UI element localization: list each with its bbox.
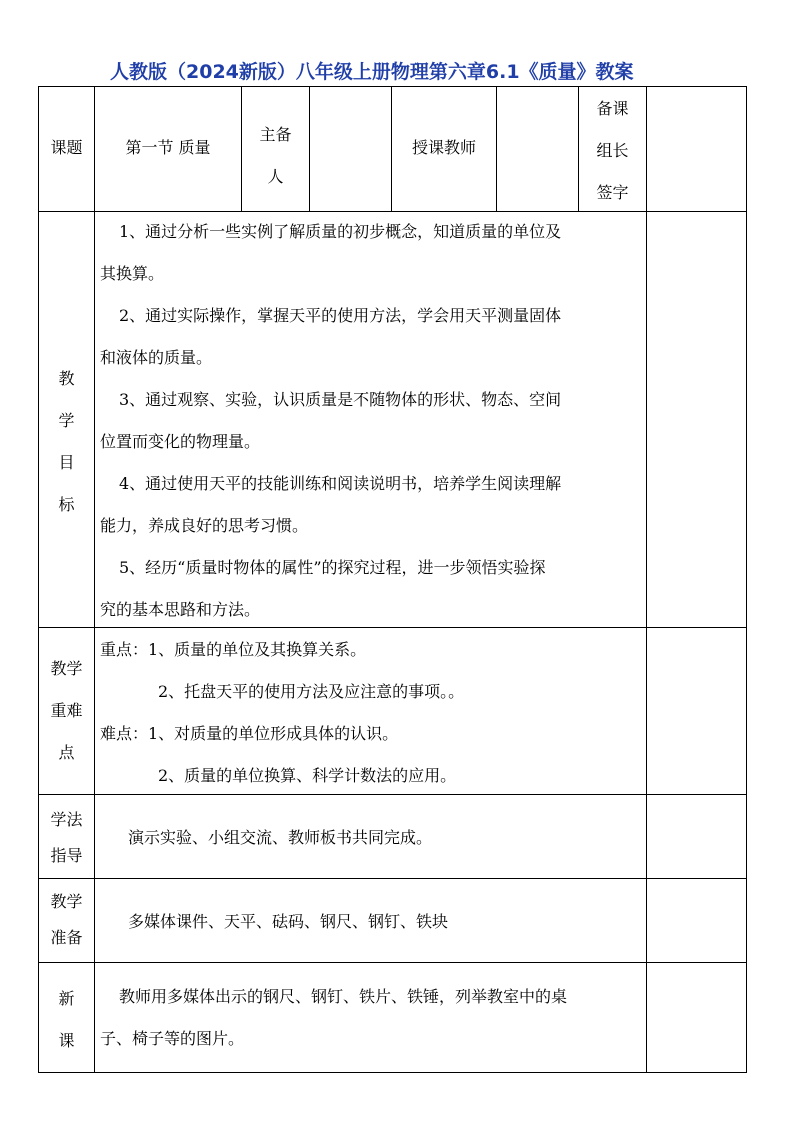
topic-value: 第一节 质量	[125, 138, 211, 157]
objective-line: 究的基本思路和方法。	[100, 600, 261, 619]
row-border	[38, 962, 747, 963]
row-border	[38, 1072, 747, 1073]
objective-line: 1、通过分析一些实例了解质量的初步概念，知道质量的单位及	[119, 222, 562, 241]
difficult-point-line: 难点：1、对质量的单位形成具体的认识。	[100, 724, 399, 743]
page-title: 人教版（2024新版）八年级上册物理第六章6.1《质量》教案	[110, 61, 634, 83]
objective-line: 能力，养成良好的思考习惯。	[100, 516, 309, 535]
col-border	[746, 86, 747, 1073]
objective-line: 3、通过观察、实验，认识质量是不随物体的形状、物态、空间	[119, 390, 562, 409]
objective-line: 5、经历“质量时物体的属性”的探究过程，进一步领悟实验探	[119, 558, 546, 577]
key-point-line: 重点：1、质量的单位及其换算关系。	[100, 640, 367, 659]
col-border	[309, 86, 310, 212]
topic-label: 课题	[50, 138, 83, 157]
key-points-label: 教学 重难 点	[50, 659, 83, 762]
new-lesson-label: 新 课	[58, 989, 75, 1050]
prep-text: 多媒体课件、天平、砝码、钢尺、钢钉、铁块	[128, 912, 449, 931]
objective-line: 2、通过实际操作，掌握天平的使用方法，学会用天平测量固体	[119, 306, 562, 325]
col-border	[496, 86, 497, 212]
row-border	[38, 86, 747, 87]
method-text: 演示实验、小组交流、教师板书共同完成。	[128, 828, 433, 847]
difficult-point-line: 2、质量的单位换算、科学计数法的应用。	[158, 766, 457, 785]
row-border	[38, 794, 747, 795]
row-border	[38, 627, 747, 628]
col-border	[646, 86, 647, 1073]
main-preparer-label: 主备 人	[259, 125, 292, 186]
key-point-line: 2、托盘天平的使用方法及应注意的事项。。	[158, 682, 465, 701]
objective-line: 其换算。	[100, 264, 165, 283]
row-border	[38, 878, 747, 879]
col-border	[94, 86, 95, 1073]
new-lesson-line: 教师用多媒体出示的钢尺、钢钉、铁片、铁锤，列举教室中的桌	[119, 987, 568, 1006]
objectives-label: 教 学 目 标	[58, 369, 75, 514]
group-leader-sign-label: 备课 组长 签字	[596, 99, 629, 202]
new-lesson-line: 子、椅子等的图片。	[100, 1029, 245, 1048]
objective-line: 位置而变化的物理量。	[100, 432, 261, 451]
objective-line: 和液体的质量。	[100, 348, 213, 367]
objective-line: 4、通过使用天平的技能训练和阅读说明书，培养学生阅读理解	[119, 474, 562, 493]
teacher-label: 授课教师	[411, 138, 476, 157]
prep-label: 教学 准备	[50, 892, 83, 947]
method-label: 学法 指导	[50, 810, 83, 865]
